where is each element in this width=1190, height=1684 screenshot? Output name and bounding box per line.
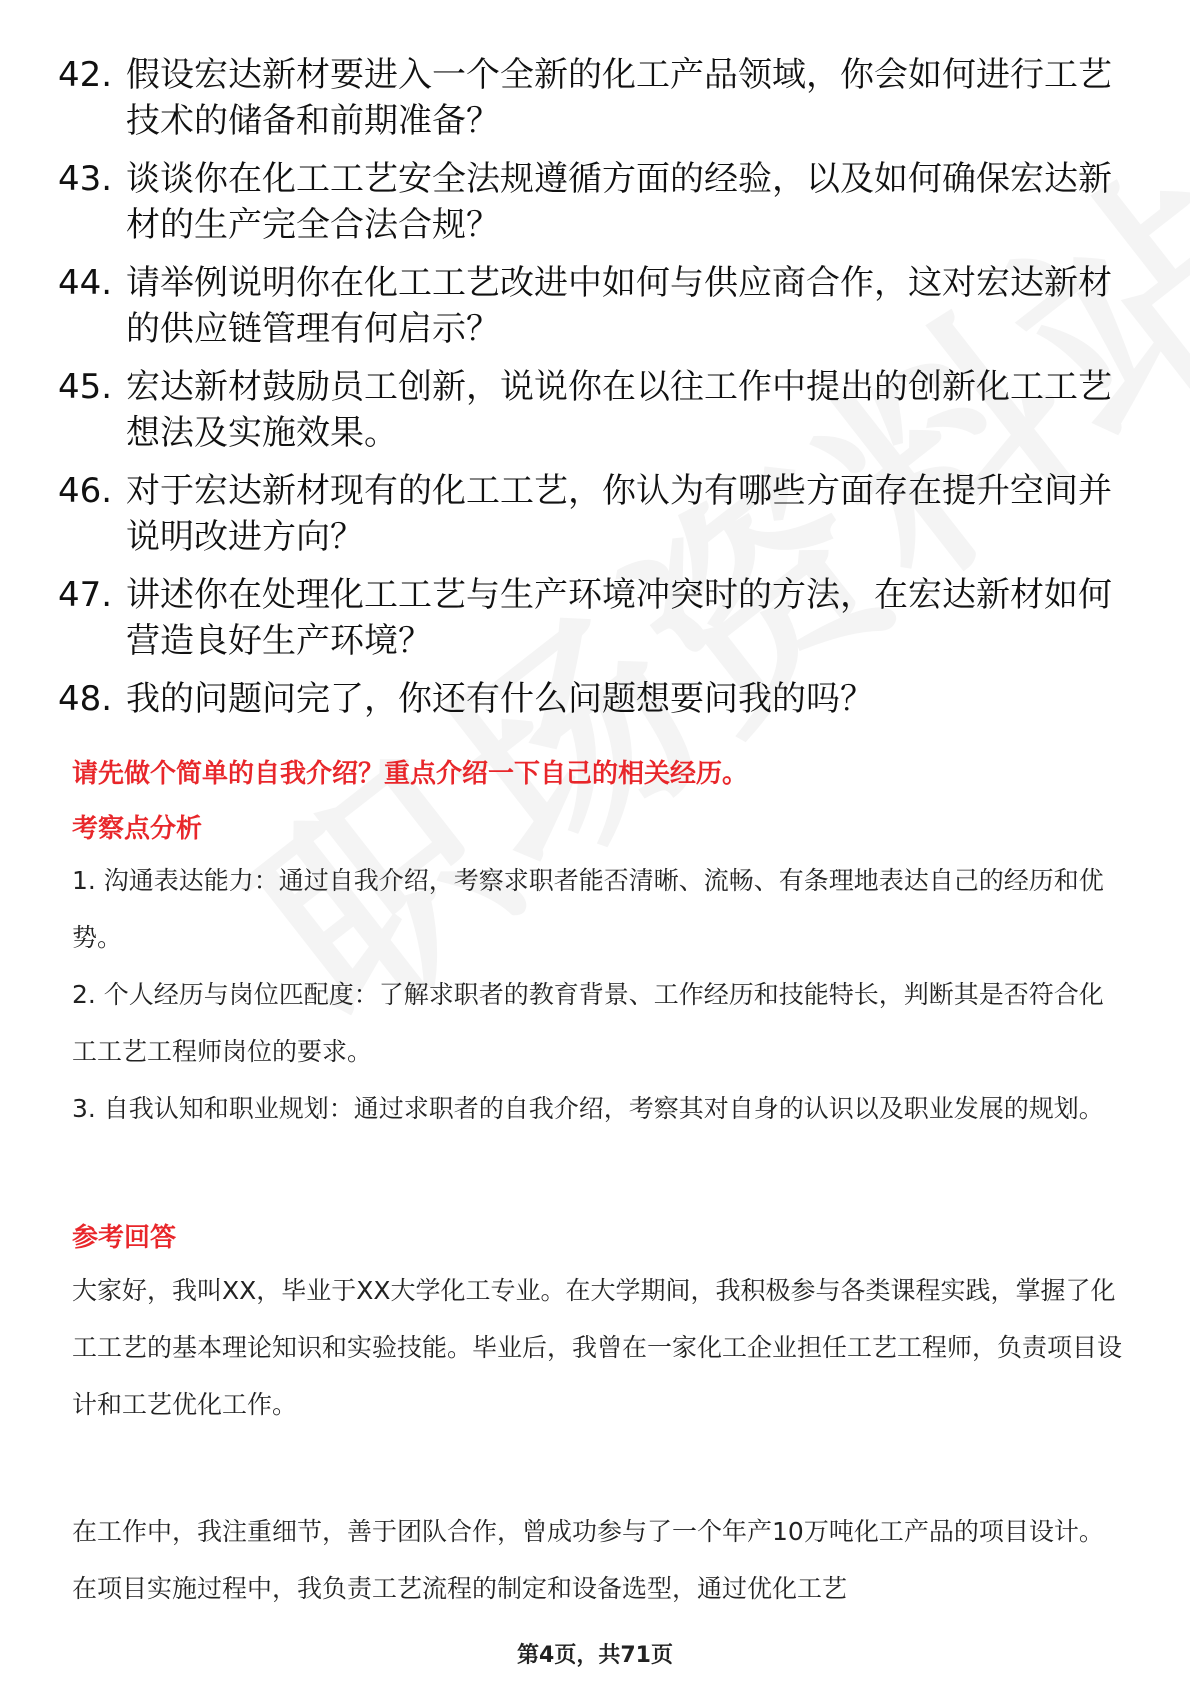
question-list <box>58 52 1128 734</box>
list-item <box>58 156 1128 248</box>
question-number: 48. <box>58 679 113 719</box>
featured-question: 请先做个简单的自我介绍？重点介绍一下自己的相关经历。 <box>72 759 749 789</box>
analysis-point: 2. 个人经历与岗位匹配度：了解求职者的教育背景、工作经历和技能特长，判断其是否符合化工工艺工程师岗位的要求。 <box>72 980 1104 1066</box>
list-item <box>58 364 1128 456</box>
question-number: 43. <box>58 159 113 199</box>
analysis-heading: 考察点分析 <box>72 814 203 844</box>
question-text: 我的问题问完了，你还有什么问题想要问我的吗？ <box>126 679 874 719</box>
question-number: 44. <box>58 263 113 303</box>
list-item <box>58 468 1128 560</box>
answer-heading: 参考回答 <box>72 1223 177 1253</box>
answer-paragraph <box>72 1503 1122 1617</box>
list-item <box>58 676 1128 722</box>
list-item <box>58 260 1128 352</box>
answer-text: 大家好，我叫XX，毕业于XX大学化工专业。在大学期间，我积极参与各类课程实践，掌握了化工工艺的基本理论知识和实验技能。毕业后，我曾在一家化工企业担任工艺工程师，负责项目设计和工艺优化工作。 <box>72 1276 1123 1419</box>
page-footer: 第4页，共71页 <box>517 1643 673 1668</box>
question-number: 46. <box>58 471 113 511</box>
question-text: 谈谈你在化工工艺安全法规遵循方面的经验，以及如何确保宏达新材的生产完全合法合规？ <box>126 159 1112 245</box>
list-item <box>58 52 1128 144</box>
question-text: 宏达新材鼓励员工创新，说说你在以往工作中提出的创新化工工艺想法及实施效果。 <box>126 367 1112 453</box>
question-number: 42. <box>58 55 113 95</box>
question-text: 讲述你在处理化工工艺与生产环境冲突时的方法，在宏达新材如何营造良好生产环境？ <box>126 575 1112 661</box>
question-number: 47. <box>58 575 113 615</box>
analysis-point: 1. 沟通表达能力：通过自我介绍，考察求职者能否清晰、流畅、有条理地表达自己的经历和优势。 <box>72 866 1104 952</box>
question-number: 45. <box>58 367 113 407</box>
answer-paragraph <box>72 1262 1122 1433</box>
answer-text: 在工作中，我注重细节，善于团队合作，曾成功参与了一个年产10万吨化工产品的项目设计。在项目实施过程中，我负责工艺流程的制定和设备选型，通过优化工艺 <box>72 1517 1104 1603</box>
question-text: 假设宏达新材要进入一个全新的化工产品领域，你会如何进行工艺技术的储备和前期准备？ <box>126 55 1112 141</box>
analysis-body <box>72 852 1122 1137</box>
list-item <box>58 572 1128 664</box>
question-text: 请举例说明你在化工工艺改进中如何与供应商合作，这对宏达新材的供应链管理有何启示？ <box>126 263 1112 349</box>
question-text: 对于宏达新材现有的化工工艺，你认为有哪些方面存在提升空间并说明改进方向？ <box>126 471 1112 557</box>
analysis-point: 3. 自我认知和职业规划：通过求职者的自我介绍，考察其对自身的认识以及职业发展的规划。 <box>72 1094 1104 1123</box>
